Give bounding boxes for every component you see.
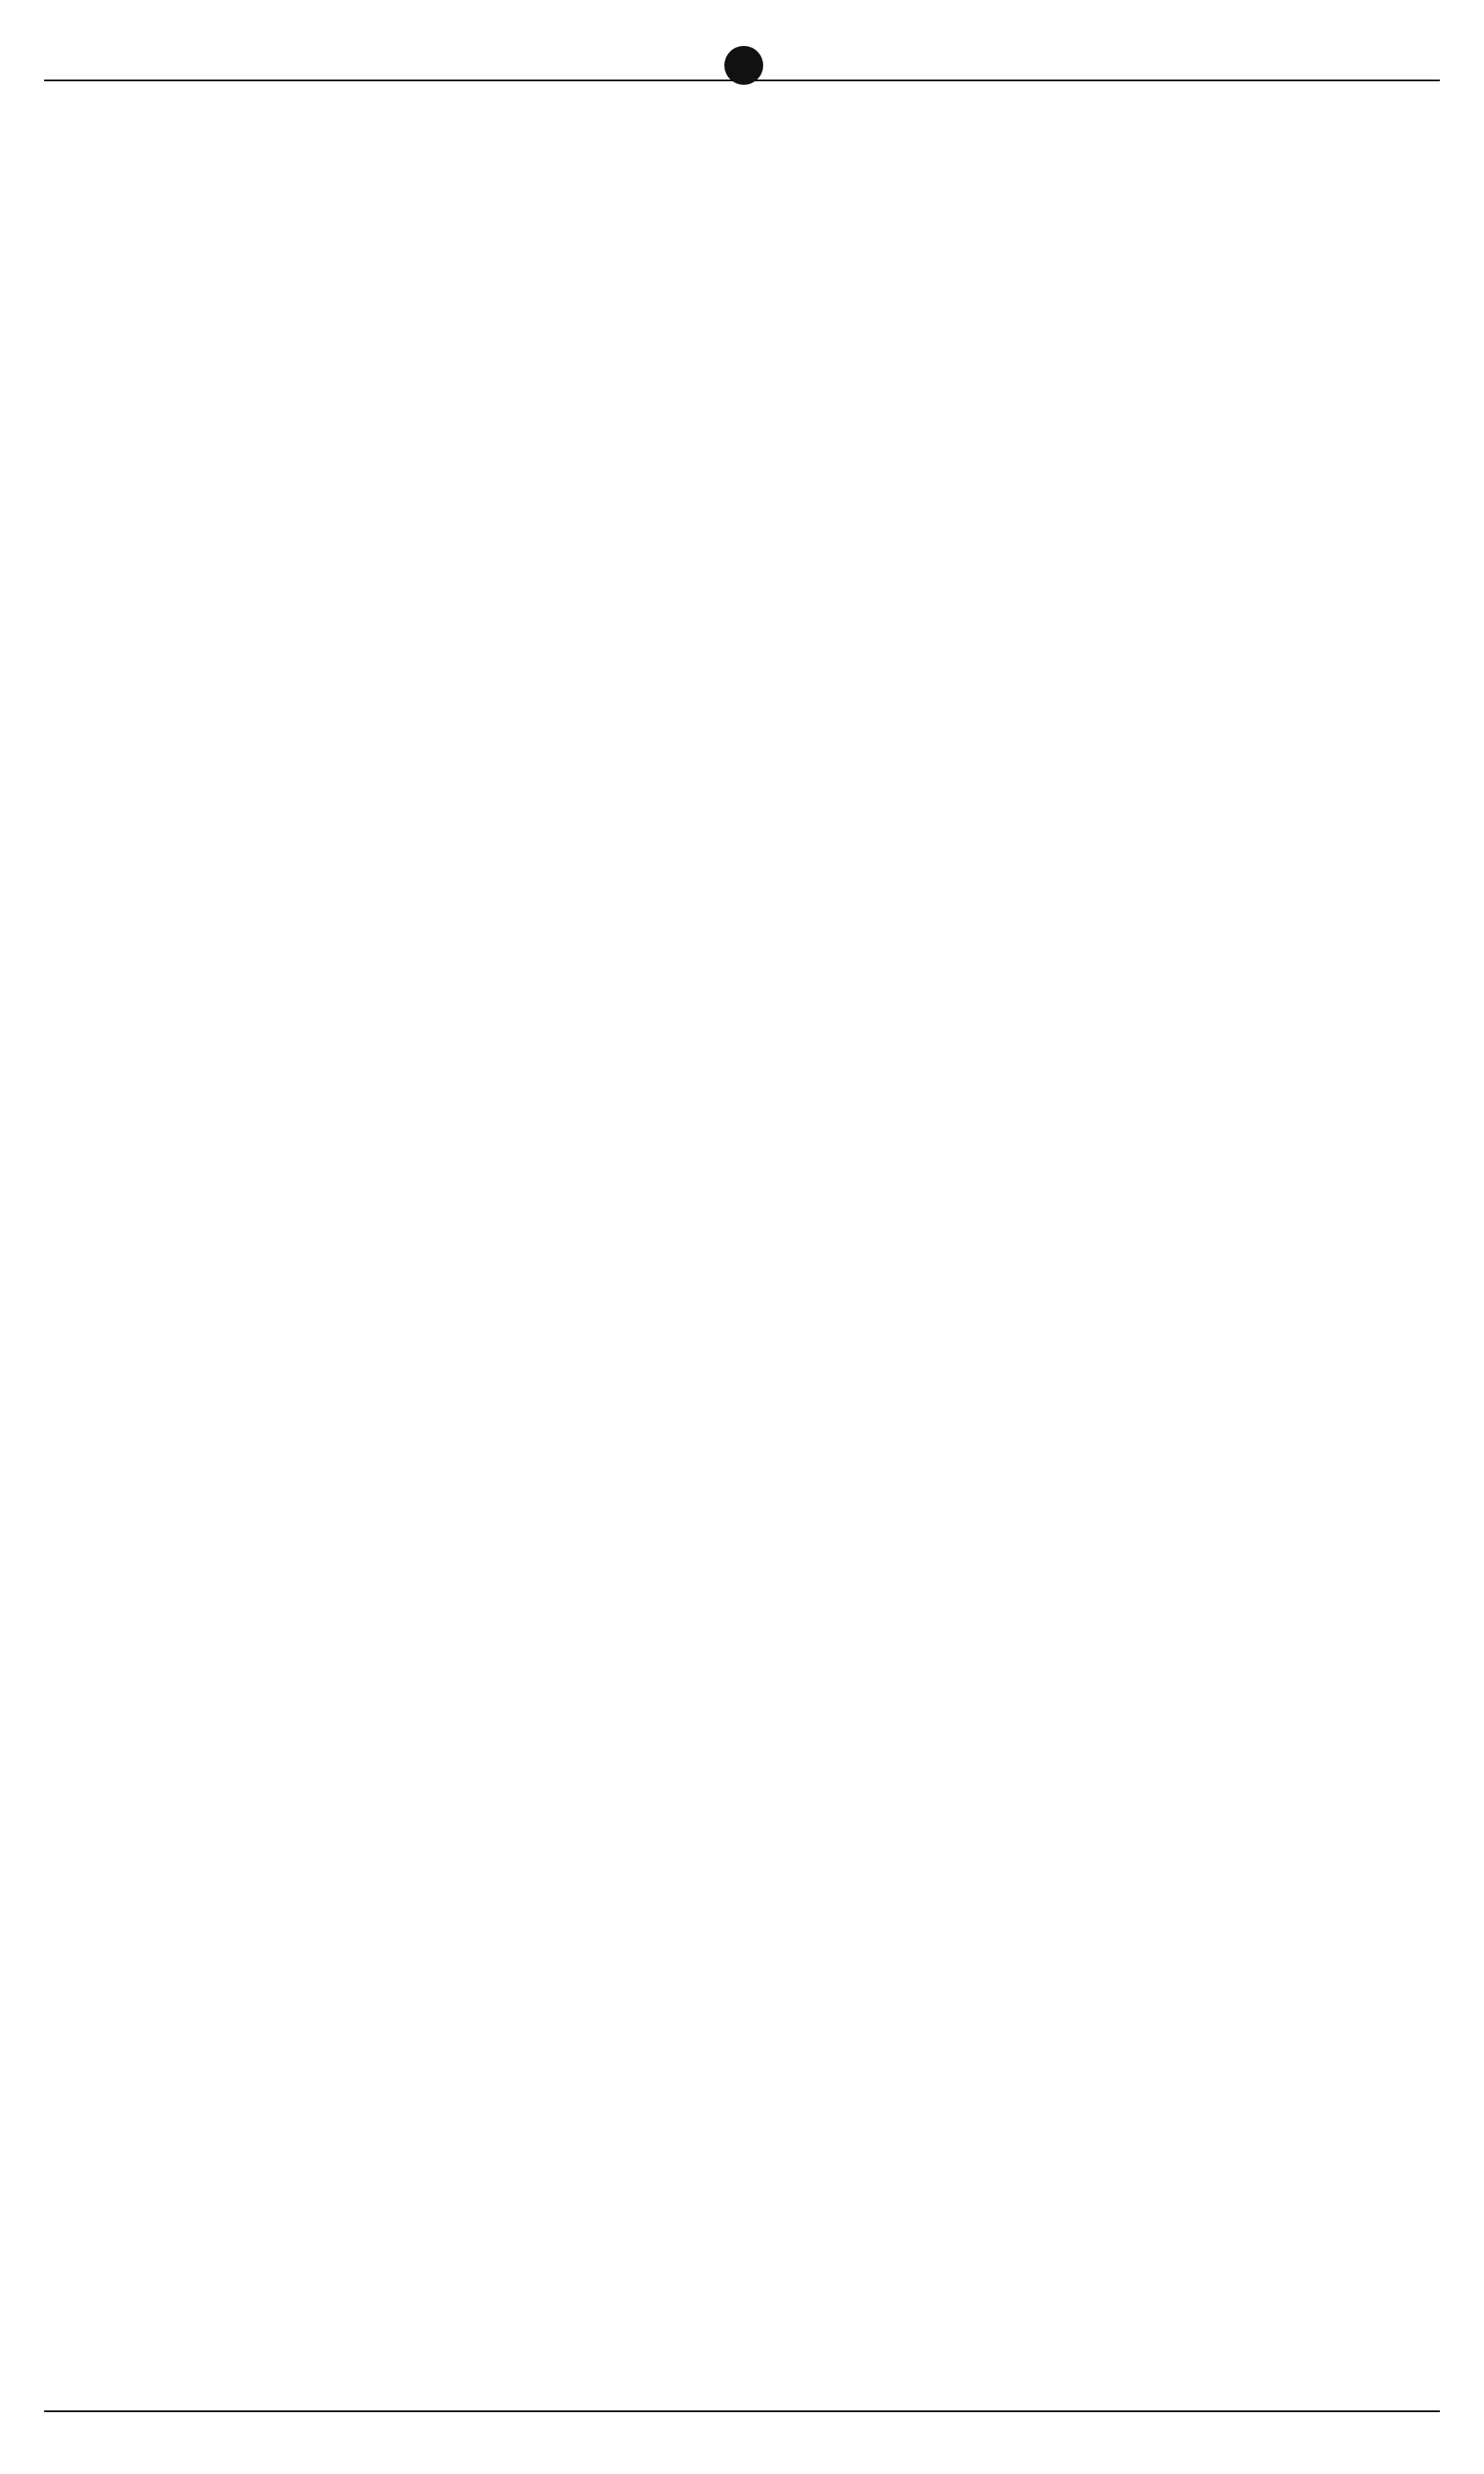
bottom-rule xyxy=(44,2410,1440,2412)
top-rule xyxy=(44,80,1440,81)
